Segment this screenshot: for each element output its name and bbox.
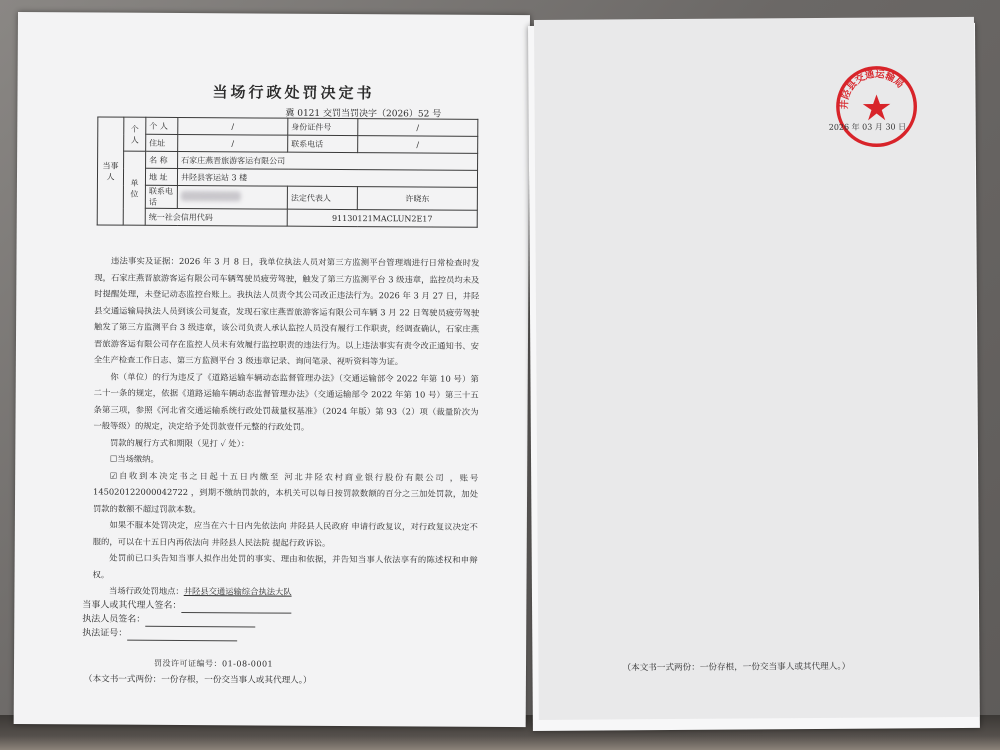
reverse-page <box>528 23 980 731</box>
payment-option-cash: ☐当场缴纳。 <box>109 453 159 464</box>
violation-paragraph: 你（单位）的行为违反了《道路运输车辆动态监督管理办法》（交通运输部令 2022 年第 10 号）第二十一条的规定，依据《道路运输车辆动态监督管理办法》（交通运输部令 2022 年第 10 号）第三十五条第三项，参照《河北省交通运输系统行政处罚裁量权基准》（2024 年版）第 93（2）项（裁量阶次为一般等级）的规定，决定给予处罚款壹仟元整的行政处罚。 <box>93 371 479 432</box>
footer-note-right: （本文书一式两份：一份存根，一份交当事人或其代理人。） <box>622 661 851 674</box>
party-label: 当事人 <box>97 117 124 225</box>
payment-heading: 罚款的履行方式和期限（见打 ✓ 处）： <box>109 437 250 448</box>
name-value: / <box>178 117 288 135</box>
payment-option-bank: ☑自收到本决定书之日起十五日内缴至 河北井陉农村商业银行股份有限公司 ，账号 145020122000042722 ，到期不缴纳罚款的，本机关可以每日按罚款数额的百分之三加处罚款，加处罚款的数额不超过罚款本数。 <box>92 470 479 514</box>
body-text <box>92 252 479 601</box>
credit-code-value: 91130121MACLUN2E17 <box>287 209 477 227</box>
legal-rep-value: 许晓东 <box>357 187 477 211</box>
unit-address-value: 井陉县客运站 3 楼 <box>177 168 477 187</box>
decision-date: 2026 年 03 月 30 日 <box>828 122 907 132</box>
sig-party-label: 当事人或其代理人签名： <box>82 600 182 612</box>
document-number: 冀 0121 交罚当罚决字（2026）52 号 <box>285 108 442 120</box>
unit-name-label: 名 称 <box>146 151 178 168</box>
redacted-phone <box>181 191 241 201</box>
address-value: / <box>178 134 288 152</box>
credit-code-label: 统一社会信用代码 <box>145 208 287 226</box>
unit-address-label: 地 址 <box>145 168 177 185</box>
notice-paragraph: 处罚前已口头告知当事人拟作出处罚的事实、理由和依据，并告知当事人依法享有的陈述权和申辩权。 <box>92 552 478 580</box>
penalty-decision-page <box>14 12 530 727</box>
unit-label: 单位 <box>123 151 145 225</box>
sig-officer-line <box>145 616 255 628</box>
location-value: 井陉县交通运输综合执法大队 <box>183 586 292 597</box>
name-label: 个 人 <box>146 117 178 134</box>
permit-number: 罚没许可证编号：01-08-0001 <box>153 658 274 669</box>
seal-text: 井陉县交通运输局 <box>839 68 906 110</box>
location-label: 当场行政处罚地点： <box>109 585 184 597</box>
contact-label: 联系电话 <box>288 135 358 152</box>
contact-value: / <box>358 136 478 154</box>
document-title: 当场行政处罚决定书 <box>212 83 375 103</box>
sig-party-line <box>181 602 291 614</box>
sig-officer-label: 执法人员签名： <box>82 614 146 625</box>
individual-label: 个人 <box>124 117 146 151</box>
unit-phone-value <box>177 185 287 209</box>
official-seal-stamp <box>833 63 920 150</box>
legal-rep-label: 法定代表人 <box>287 186 357 209</box>
address-label: 住址 <box>146 134 178 151</box>
appeal-paragraph: 如果不服本处罚决定，应当在六十日内先依法向 井陉县人民政府 申请行政复议，对行政复议决定不服的，可以在十五日内再依法向 井陉县人民法院 提起行政诉讼。 <box>92 519 478 548</box>
unit-phone-label: 联系电话 <box>145 185 177 208</box>
unit-name-value: 石家庄燕晋旅游客运有限公司 <box>178 151 478 170</box>
sig-cert-line <box>127 630 237 642</box>
id-value: / <box>358 119 478 137</box>
id-label: 身份证件号 <box>288 118 358 135</box>
footer-note-left: （本文书一式两份：一份存根，一份交当事人或其代理人。） <box>83 674 312 686</box>
party-info-table <box>97 116 479 227</box>
facts-paragraph: 违法事实及证据：2026 年 3 月 8 日，我单位执法人员对第三方监测平台管理端进行日常检查时发现，石家庄燕晋旅游客运有限公司车辆驾驶员疲劳驾驶，触发了第三方监测平台 3 级违章，监控员均未及时提醒处理，未登记动态监控台账上。我执法人员责令其公司改正违法行为。2026 年 3 月 27 日，井陉县交通运输局执法人员到该公司复查，发现石家庄燕晋旅游客运有限公司车辆 3 月 22 日驾驶员疲劳驾驶触发了第三方监测平台 3 级违章，该公司负责人承认监控人员没有履行工作职责，经调查确认，石家庄燕晋旅游客运有限公司存在监控人员未有效履行监控职责的违法行为。以上违法事实有责令改正通知书、安全生产检查工作日志、第三方监测平台 3 级违章记录、询问笔录、视听资料等为证。 <box>93 255 480 367</box>
signature-block <box>82 598 291 641</box>
sig-cert-label: 执法证号： <box>82 628 128 639</box>
